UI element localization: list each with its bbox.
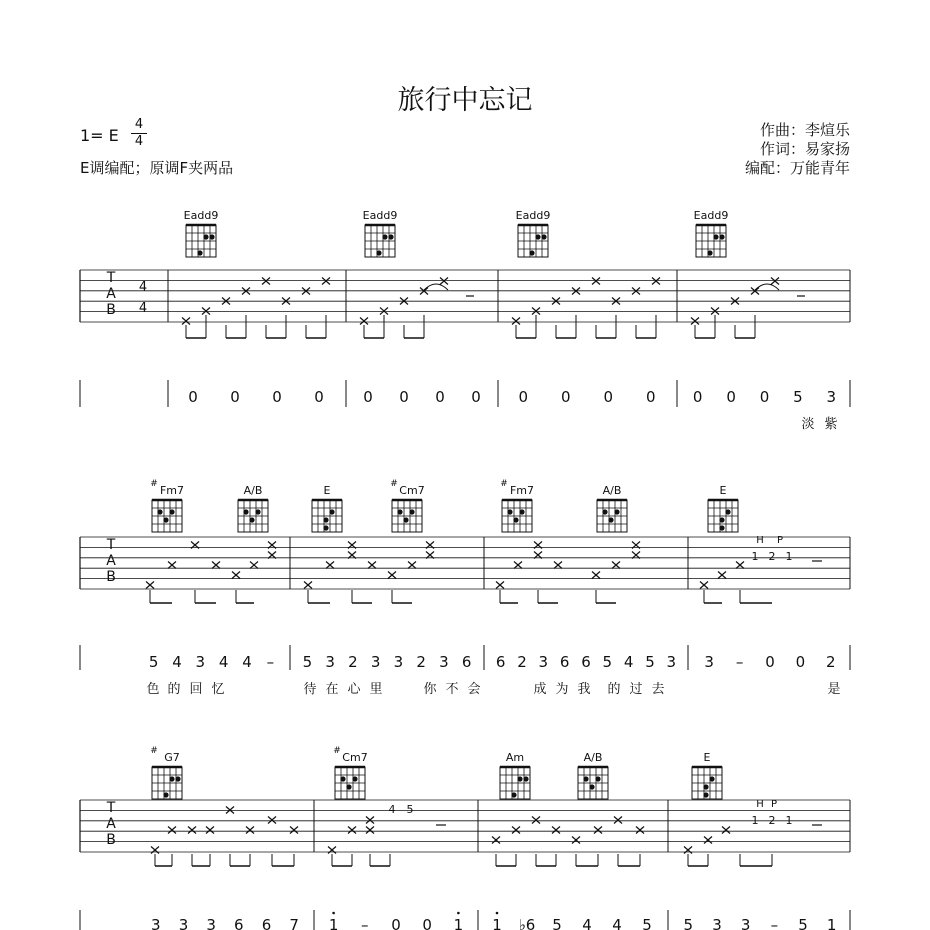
jianpu-note: 6 bbox=[261, 916, 272, 930]
jianpu-note: 3 bbox=[393, 653, 404, 671]
chord-eadd9: Eadd9 bbox=[515, 209, 551, 222]
jianpu-note: 5 bbox=[302, 653, 313, 671]
chord-finger-dot bbox=[243, 509, 248, 514]
chord-finger-dot bbox=[382, 234, 387, 239]
pull-off-mark: P bbox=[770, 799, 778, 810]
tab-note bbox=[492, 837, 500, 844]
jianpu-note: 0 bbox=[759, 388, 770, 406]
chord-finger-dot bbox=[703, 792, 708, 797]
tab-note bbox=[246, 827, 254, 834]
chord-finger-dot bbox=[388, 234, 393, 239]
tab-note bbox=[304, 582, 312, 589]
chord-name: E bbox=[323, 484, 331, 497]
tab-note bbox=[366, 817, 374, 824]
lyricist-credit: 作词：易家扬 bbox=[759, 140, 850, 158]
jianpu-note: 0 bbox=[188, 388, 198, 406]
lyric-char: 为 bbox=[555, 682, 569, 697]
tab-note bbox=[700, 582, 708, 589]
jianpu-note: 5 bbox=[683, 916, 694, 930]
tab-clef-a: A bbox=[106, 553, 116, 569]
jianpu-note: 2 bbox=[416, 653, 426, 671]
tab-note bbox=[408, 562, 416, 569]
chord-finger-dot bbox=[352, 776, 357, 781]
jianpu-note: 4 bbox=[623, 653, 634, 671]
tab-note bbox=[360, 318, 368, 325]
chord-name: Am bbox=[505, 751, 525, 764]
jianpu-note: 3 bbox=[178, 916, 189, 930]
tab-fret-number: 2 bbox=[768, 814, 776, 827]
tab-note bbox=[592, 572, 600, 579]
lyric-char: 去 bbox=[651, 682, 665, 697]
jianpu-note: 6 bbox=[461, 653, 472, 671]
lyric-char: 在 bbox=[325, 682, 339, 697]
jianpu-note: 1 bbox=[492, 916, 502, 930]
tab-fret-number: 1 bbox=[785, 550, 793, 563]
jianpu-note: 6 bbox=[581, 653, 591, 671]
tab-note bbox=[771, 278, 779, 285]
chord-finger-dot bbox=[719, 517, 724, 522]
jianpu-note: 7 bbox=[289, 916, 299, 930]
tab-note bbox=[691, 318, 699, 325]
chord-finger-dot bbox=[602, 509, 607, 514]
chord-finger-dot bbox=[157, 509, 162, 514]
chord-name: Fm7 bbox=[509, 484, 535, 497]
jianpu-note: 0 bbox=[795, 653, 806, 671]
jianpu-note: 0 bbox=[230, 388, 240, 406]
chord-diagram-grid bbox=[578, 767, 608, 799]
tab-time-top: 4 bbox=[138, 280, 148, 295]
jianpu-note: 5 bbox=[793, 388, 803, 406]
chord-finger-dot bbox=[707, 250, 712, 255]
jianpu-note: – bbox=[361, 916, 369, 930]
lyric-char: 过 bbox=[629, 682, 643, 697]
tab-fret-number: 5 bbox=[406, 803, 414, 816]
chord-name: A/B bbox=[602, 484, 622, 497]
tab-note bbox=[188, 827, 196, 834]
tab-note bbox=[532, 817, 540, 824]
chord-finger-dot bbox=[583, 776, 588, 781]
tab-note bbox=[348, 827, 356, 834]
tab-clef-a: A bbox=[106, 816, 116, 832]
jianpu-note: 3 bbox=[740, 916, 751, 930]
tab-note bbox=[212, 562, 220, 569]
high-octave-dot bbox=[496, 912, 499, 915]
tab-note bbox=[368, 562, 376, 569]
tab-note bbox=[366, 827, 374, 834]
tab-note bbox=[532, 308, 540, 315]
lyric-char: 的 bbox=[167, 682, 181, 697]
jianpu-note: 0 bbox=[272, 388, 282, 406]
hammer-on-mark: H bbox=[756, 799, 764, 810]
tab-note bbox=[290, 827, 298, 834]
arrangement-note: E调编配；原调F夹两品 bbox=[80, 159, 234, 177]
lyric-char: 心 bbox=[347, 682, 361, 697]
jianpu-note: 0 bbox=[422, 916, 432, 930]
tab-fret-number: 1 bbox=[751, 814, 759, 827]
tab-note bbox=[206, 827, 214, 834]
chord-name: A/B bbox=[583, 751, 603, 764]
tab-note bbox=[262, 278, 270, 285]
lyric-char: 色 bbox=[146, 682, 160, 697]
chord-name: A/B bbox=[243, 484, 263, 497]
chord-finger-dot bbox=[323, 525, 328, 530]
lyric-char: 里 bbox=[369, 682, 383, 697]
lyric-char: 是 bbox=[827, 682, 841, 697]
chord-diagram-grid bbox=[597, 500, 627, 532]
tab-fret-number: 2 bbox=[768, 550, 776, 563]
jianpu-note: 2 bbox=[348, 653, 358, 671]
chord-finger-dot bbox=[376, 250, 381, 255]
chord-finger-dot bbox=[719, 525, 724, 530]
chord-finger-dot bbox=[719, 234, 724, 239]
jianpu-note: – bbox=[735, 653, 744, 671]
lyric-char: 我 bbox=[577, 682, 591, 697]
jianpu-note: 0 bbox=[765, 653, 775, 671]
jianpu-note: 2 bbox=[826, 653, 836, 671]
tab-note bbox=[722, 827, 730, 834]
jianpu-note: 6 bbox=[234, 916, 244, 930]
jianpu-note: 4 bbox=[612, 916, 622, 930]
chord-sharp-sign: # bbox=[150, 479, 158, 489]
chord-name: Fm7 bbox=[159, 484, 185, 497]
lyric-char: 忆 bbox=[211, 682, 225, 697]
chord-name: E bbox=[719, 484, 727, 497]
tab-note bbox=[268, 817, 276, 824]
chord-finger-dot bbox=[608, 517, 613, 522]
jianpu-note: 0 bbox=[726, 388, 736, 406]
jianpu-note: 6 bbox=[495, 653, 506, 671]
tab-clef-a: A bbox=[106, 286, 116, 302]
jianpu-note: ♭6 bbox=[518, 916, 536, 930]
chord-sharp-sign: # bbox=[150, 746, 158, 756]
tab-note bbox=[232, 572, 240, 579]
chord-diagram-grid bbox=[152, 500, 182, 532]
chord-diagram-grid bbox=[502, 500, 532, 532]
chord-finger-dot bbox=[513, 517, 518, 522]
high-octave-dot bbox=[457, 912, 460, 915]
chord-finger-dot bbox=[197, 250, 202, 255]
tie-arc bbox=[424, 284, 448, 290]
jianpu-note: 0 bbox=[363, 388, 373, 406]
chord-name: Cm7 bbox=[399, 484, 425, 497]
tab-note bbox=[736, 562, 744, 569]
jianpu-note: 4 bbox=[172, 653, 182, 671]
jianpu-note: 5 bbox=[642, 916, 652, 930]
tab-note bbox=[182, 318, 190, 325]
tab-clef-b: B bbox=[106, 832, 116, 848]
tab-fret-number: 1 bbox=[751, 550, 759, 563]
tab-note bbox=[512, 318, 520, 325]
chord-finger-dot bbox=[595, 776, 600, 781]
chord-name: Cm7 bbox=[342, 751, 368, 764]
jianpu-note: 0 bbox=[391, 916, 401, 930]
chord-finger-dot bbox=[517, 776, 522, 781]
chord-eadd9: Eadd9 bbox=[693, 209, 729, 222]
jianpu-note: 1 bbox=[826, 916, 837, 930]
jianpu-note: 3 bbox=[151, 916, 161, 930]
chord-eadd9: Eadd9 bbox=[183, 209, 219, 222]
tab-clef-t: T bbox=[106, 537, 116, 553]
jianpu-note: 6 bbox=[559, 653, 570, 671]
time-signature-top: 4 bbox=[134, 117, 144, 132]
chord-finger-dot bbox=[409, 509, 414, 514]
lyric-char: 不 bbox=[445, 682, 459, 697]
jianpu-note: 0 bbox=[471, 388, 481, 406]
lyric-char: 成 bbox=[533, 682, 547, 697]
jianpu-note: 3 bbox=[195, 653, 206, 671]
jianpu-note: 3 bbox=[712, 916, 722, 930]
tab-note bbox=[636, 827, 644, 834]
chord-sharp-sign: # bbox=[500, 479, 508, 489]
jianpu-note: 1 bbox=[328, 916, 339, 930]
chord-finger-dot bbox=[203, 234, 208, 239]
tab-note bbox=[168, 827, 176, 834]
tab-note bbox=[512, 827, 520, 834]
lyric-char: 待 bbox=[303, 682, 317, 697]
tab-fret-number: 4 bbox=[388, 803, 396, 816]
chord-finger-dot bbox=[209, 234, 214, 239]
tab-clef-t: T bbox=[106, 270, 116, 286]
tab-note bbox=[514, 562, 522, 569]
tab-note bbox=[552, 827, 560, 834]
chord-finger-dot bbox=[519, 509, 524, 514]
jianpu-note: 5 bbox=[602, 653, 613, 671]
chord-diagram-grid bbox=[335, 767, 365, 799]
jianpu-note: 5 bbox=[148, 653, 159, 671]
tab-note bbox=[718, 572, 726, 579]
tab-note bbox=[328, 847, 336, 854]
chord-diagram-grid bbox=[238, 500, 268, 532]
tab-note bbox=[592, 278, 600, 285]
chord-finger-dot bbox=[703, 784, 708, 789]
lyric-char: 淡 bbox=[801, 417, 815, 432]
tie-arc bbox=[755, 284, 779, 290]
jianpu-note: 5 bbox=[645, 653, 655, 671]
jianpu-note: – bbox=[266, 653, 275, 671]
jianpu-note: 2 bbox=[517, 653, 527, 671]
chord-finger-dot bbox=[169, 509, 174, 514]
tab-note bbox=[388, 572, 396, 579]
lyric-char: 你 bbox=[423, 682, 437, 697]
jianpu-note: 3 bbox=[704, 653, 714, 671]
tab-clef-b: B bbox=[106, 302, 116, 318]
tab-note bbox=[202, 308, 210, 315]
arranger-credit: 编配：万能青年 bbox=[744, 159, 850, 177]
jianpu-note: 4 bbox=[218, 653, 229, 671]
jianpu-note: 3 bbox=[370, 653, 381, 671]
chord-finger-dot bbox=[529, 250, 534, 255]
chord-finger-dot bbox=[614, 509, 619, 514]
chord-finger-dot bbox=[255, 509, 260, 514]
chord-finger-dot bbox=[249, 517, 254, 522]
jianpu-note: 5 bbox=[798, 916, 808, 930]
tab-note bbox=[711, 308, 719, 315]
time-signature-bottom: 4 bbox=[134, 134, 144, 149]
jianpu-note: 0 bbox=[399, 388, 409, 406]
tab-note bbox=[612, 562, 620, 569]
jianpu-note: 3 bbox=[826, 388, 837, 406]
jianpu-note: 3 bbox=[439, 653, 449, 671]
composer-credit: 作曲：李煊乐 bbox=[759, 121, 850, 139]
tab-clef-b: B bbox=[106, 569, 116, 585]
high-octave-dot bbox=[332, 912, 335, 915]
tab-note bbox=[380, 308, 388, 315]
chord-sharp-sign: # bbox=[333, 746, 341, 756]
chord-finger-dot bbox=[541, 234, 546, 239]
lyric-char: 的 bbox=[607, 682, 621, 697]
chord-finger-dot bbox=[397, 509, 402, 514]
jianpu-note: 0 bbox=[692, 388, 703, 406]
tab-note bbox=[572, 837, 580, 844]
jianpu-note: 0 bbox=[435, 388, 445, 406]
chord-finger-dot bbox=[523, 776, 528, 781]
lyric-char: 回 bbox=[189, 682, 203, 697]
jianpu-note: 3 bbox=[666, 653, 677, 671]
jianpu-note: 0 bbox=[560, 388, 571, 406]
jianpu-note: 0 bbox=[645, 388, 656, 406]
tab-note bbox=[250, 562, 258, 569]
pull-off-mark: P bbox=[776, 535, 784, 546]
jianpu-note: 3 bbox=[206, 916, 216, 930]
chord-name: E bbox=[703, 751, 711, 764]
key-signature: 1= E bbox=[80, 126, 119, 145]
lyric-char: 紫 bbox=[824, 417, 838, 432]
chord-finger-dot bbox=[329, 509, 334, 514]
tab-note bbox=[614, 817, 622, 824]
tab-note bbox=[554, 562, 562, 569]
chord-finger-dot bbox=[175, 776, 180, 781]
chord-finger-dot bbox=[725, 509, 730, 514]
chord-finger-dot bbox=[511, 792, 516, 797]
jianpu-note: 4 bbox=[242, 653, 252, 671]
jianpu-note: 0 bbox=[603, 388, 614, 406]
chord-diagram-grid bbox=[392, 500, 422, 532]
chord-sharp-sign: # bbox=[390, 479, 398, 489]
jianpu-note: – bbox=[770, 916, 779, 930]
tab-note bbox=[440, 278, 448, 285]
tab-note bbox=[704, 837, 712, 844]
tab-note bbox=[168, 562, 176, 569]
chord-finger-dot bbox=[169, 776, 174, 781]
jianpu-note: 1 bbox=[453, 916, 464, 930]
lyric-char: 会 bbox=[467, 682, 481, 697]
jianpu-note: 4 bbox=[582, 916, 592, 930]
tab-note bbox=[652, 278, 660, 285]
chord-eadd9: Eadd9 bbox=[362, 209, 398, 222]
chord-finger-dot bbox=[535, 234, 540, 239]
chord-finger-dot bbox=[403, 517, 408, 522]
chord-finger-dot bbox=[163, 517, 168, 522]
tab-clef-t: T bbox=[106, 800, 116, 816]
chord-finger-dot bbox=[323, 517, 328, 522]
tab-note bbox=[151, 847, 159, 854]
tab-staff-3 bbox=[80, 800, 850, 852]
hammer-on-mark: H bbox=[756, 535, 764, 546]
tab-note bbox=[322, 278, 330, 285]
tab-staff-1 bbox=[80, 270, 850, 322]
chord-name: G7 bbox=[164, 751, 180, 764]
jianpu-note: 5 bbox=[552, 916, 562, 930]
tab-fret-number: 1 bbox=[785, 814, 793, 827]
jianpu-note: 3 bbox=[538, 653, 549, 671]
tab-note bbox=[594, 827, 602, 834]
chord-finger-dot bbox=[163, 792, 168, 797]
chord-finger-dot bbox=[340, 776, 345, 781]
tab-note bbox=[684, 847, 692, 854]
tab-note bbox=[496, 582, 504, 589]
jianpu-note: 3 bbox=[325, 653, 335, 671]
jianpu-note: 0 bbox=[518, 388, 529, 406]
tab-time-bottom: 4 bbox=[138, 301, 148, 316]
jianpu-note: 0 bbox=[314, 388, 324, 406]
chord-finger-dot bbox=[709, 776, 714, 781]
chord-finger-dot bbox=[346, 784, 351, 789]
song-title: 旅行中忘记 bbox=[397, 85, 533, 116]
chord-finger-dot bbox=[507, 509, 512, 514]
chord-finger-dot bbox=[713, 234, 718, 239]
chord-finger-dot bbox=[589, 784, 594, 789]
tab-note bbox=[146, 582, 154, 589]
tab-note bbox=[326, 562, 334, 569]
